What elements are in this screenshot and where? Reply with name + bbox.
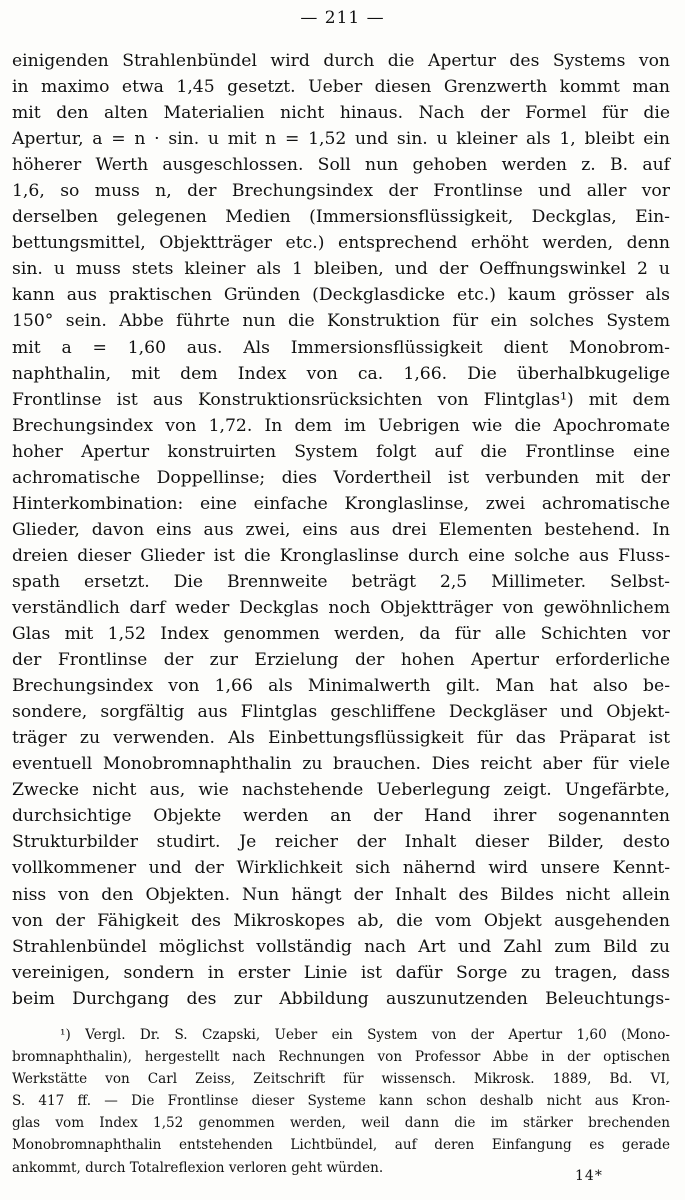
text-line: vollkommener und der Wirklichkeit sich nähernd wird unsere Kennt- <box>12 858 670 879</box>
text-line: dreien dieser Glieder ist die Kronglaslinse durch eine solche aus Fluss- <box>12 545 670 566</box>
text-line: einigenden Strahlenbündel wird durch die Apertur des Systems von <box>12 51 670 71</box>
text-line: kann aus praktischen Gründen (Deckglasdicke etc.) kaum grösser als <box>12 285 670 306</box>
footnote-line: bromnaphthalin), hergestellt nach Rechnungen von Professor Abbe in der optischen <box>12 1049 670 1066</box>
text-line: Strukturbilder studirt. Je reicher der Inhalt dieser Bilder, desto <box>12 832 670 853</box>
text-line: vereinigen, sondern in erster Linie ist dafür Sorge zu tragen, dass <box>12 962 670 983</box>
text-line: höherer Werth ausgeschlossen. Soll nun gehoben werden z. B. auf <box>12 155 670 176</box>
text-line: verständlich darf weder Deckglas noch Objektträger von gewöhnlichem <box>12 597 670 618</box>
footnote <box>12 1024 670 1179</box>
text-line: sondere, sorgfältig aus Flintglas geschliffene Deckgläser und Objekt- <box>12 702 670 723</box>
text-line: mit a = 1,60 aus. Als Immersionsflüssigkeit dient Monobrom- <box>12 337 670 358</box>
text-line: niss von den Objekten. Nun hängt der Inhalt des Bildes nicht allein <box>12 884 670 905</box>
page-number: — 211 — <box>300 8 385 28</box>
text-line: hoher Apertur konstruirten System folgt auf die Frontlinse eine <box>12 441 670 462</box>
text-line: achromatische Doppellinse; dies Vordertheil ist verbunden mit der <box>12 467 670 488</box>
text-line: von der Fähigkeit des Mikroskopes ab, die vom Objekt ausgehenden <box>12 910 670 931</box>
text-line: Frontlinse ist aus Konstruktionsrücksichten von Flintglas¹) mit dem <box>12 389 670 410</box>
text-line: Brechungsindex von 1,72. In dem im Uebrigen wie die Apochromate <box>12 415 670 436</box>
footnote-line: glas vom Index 1,52 genommen werden, weil dann die im stärker brechenden <box>12 1115 670 1132</box>
text-line: 1,6, so muss n, der Brechungsindex der Frontlinse und aller vor <box>12 181 670 202</box>
text-line: Glas mit 1,52 Index genommen werden, da für alle Schichten vor <box>12 624 670 645</box>
text-line: spath ersetzt. Die Brennweite beträgt 2,5 Millimeter. Selbst- <box>12 571 670 592</box>
text-line: durchsichtige Objekte werden an der Hand ihrer sogenannten <box>12 806 670 827</box>
text-line: eventuell Monobromnaphthalin zu brauchen. Dies reicht aber für viele <box>12 754 670 775</box>
text-line: der Frontlinse der zur Erzielung der hohen Apertur erforderliche <box>12 650 670 671</box>
footnote-line: ¹) Vergl. Dr. S. Czapski, Ueber ein System von der Apertur 1,60 (Mono- <box>60 1027 670 1043</box>
footnote-line: S. 417 ff. — Die Frontlinse dieser Systeme kann schon deshalb nicht aus Kron- <box>12 1093 670 1110</box>
text-line: 150° sein. Abbe führte nun die Konstruktion für ein solches System <box>12 311 670 332</box>
body-text <box>12 48 670 1012</box>
text-line: derselben gelegenen Medien (Immersionsflüssigkeit, Deckglas, Ein- <box>12 207 670 228</box>
footnote-line: ankommt, durch Totalreflexion verloren geht würden. <box>12 1159 384 1176</box>
text-line: in maximo etwa 1,45 gesetzt. Ueber diesen Grenzwerth kommt man <box>12 77 670 98</box>
text-line: Brechungsindex von 1,66 als Minimalwerth gilt. Man hat also be- <box>12 676 670 697</box>
text-line: Hinterkombination: eine einfache Kronglaslinse, zwei achromatische <box>12 493 670 514</box>
sheet-signature: 14* <box>575 1168 603 1184</box>
text-line: beim Durchgang des zur Abbildung auszunutzenden Beleuchtungs- <box>12 988 670 1009</box>
text-line: Glieder, davon eins aus zwei, eins aus drei Elementen bestehend. In <box>12 519 670 540</box>
footnote-line: Werkstätte von Carl Zeiss, Zeitschrift für wissensch. Mikrosk. 1889, Bd. VI, <box>12 1071 670 1088</box>
text-line: mit den alten Materialien nicht hinaus. Nach der Formel für die <box>12 103 670 124</box>
text-line: naphthalin, mit dem Index von ca. 1,66. Die überhalbkugelige <box>12 363 670 384</box>
text-line: sin. u muss stets kleiner als 1 bleiben, und der Oeffnungswinkel 2 u <box>12 259 670 280</box>
text-line: träger zu verwenden. Als Einbettungsflüssigkeit für das Präparat ist <box>12 728 670 749</box>
text-line: Strahlenbündel möglichst vollständig nach Art und Zahl zum Bild zu <box>12 936 670 957</box>
text-line: Apertur, a = n · sin. u mit n = 1,52 und sin. u kleiner als 1, bleibt ein <box>12 129 670 150</box>
text-line: bettungsmittel, Objektträger etc.) entsprechend erhöht werden, denn <box>12 233 670 254</box>
text-line: Zwecke nicht aus, wie nachstehende Ueberlegung zeigt. Ungefärbte, <box>12 780 670 801</box>
footnote-line: Monobromnaphthalin entstehenden Lichtbündel, auf deren Einfangung es gerade <box>12 1137 670 1154</box>
